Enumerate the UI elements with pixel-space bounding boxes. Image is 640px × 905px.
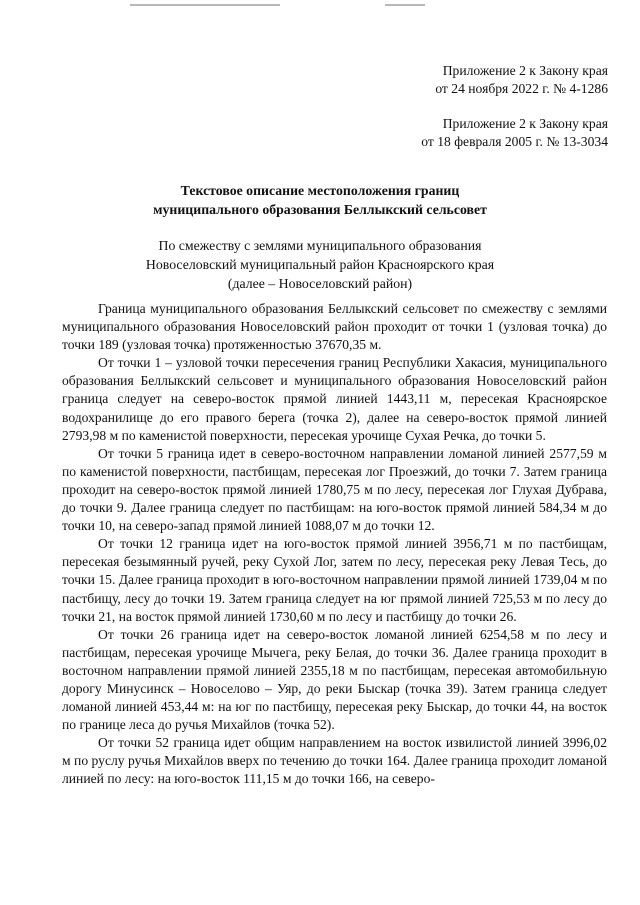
original-reference — [421, 115, 608, 151]
scan-artifact-line — [130, 4, 280, 6]
paragraph: От точки 1 – узловой точки пересечения границ Республики Хакасия, муниципального образования Беллыкский сельсовет и муниципального образования Новоселовский район граница следует на северо-восток прямой линией 1443,11 м, пересекая Красноярское водохранилище до его правого берега (точка 2), далее на северо-восток прямой линией 2793,98 м по каменистой поверхности, пересекая урочище Сухая Речка, до точки 5. — [62, 355, 607, 443]
paragraph: От точки 52 граница идет общим направлением на восток извилистой линией 3996,02 м по руслу ручья Михайлов вверх по течению до точки 164. Далее граница проходит ломаной линией по лесу: на юго-восток 111,15 м до точки 166, на северо- — [62, 735, 607, 787]
section-subtitle — [0, 236, 640, 293]
amendment-reference — [435, 62, 608, 98]
original-line-2: от 18 февраля 2005 г. № 13-3034 — [421, 134, 608, 149]
subtitle-line-3: (далее – Новоселовский район) — [227, 276, 413, 291]
subtitle-line-2: Новоселовский муниципальный район Красноярского края — [145, 257, 495, 272]
paragraph: От точки 26 граница идет на северо-восток ломаной линией 6254,58 м по лесу и пастбищам, пересекая урочище Мычега, реку Белая, до точки 36. Далее граница проходит в восточном направлении прямой линией 2355,18 м по пастбищам, пересекая автомобильную дорогу Минусинск – Новоселово – Уяр, до реки Быскар (точка 39). Затем граница следует ломаной линией 453,44 м: на юг по пастбищу, пересекая реку Быскар, до точки 44, на восток по границе леса до ручья Михайлов (точка 52). — [62, 626, 607, 733]
paragraph: Граница муниципального образования Беллыкский сельсовет по смежеству с землями муниципального образования Новоселовский район проходит от точки 1 (узловая точка) до точки 189 (узловая точка) протяженностью 37670,35 м. — [62, 301, 607, 353]
title-line-2: муниципального образования Беллыкский сельсовет — [153, 202, 487, 217]
subtitle-line-1: По смежеству с землями муниципального образования — [158, 238, 482, 253]
paragraph: От точки 12 граница идет на юго-восток прямой линией 3956,71 м по пастбищам, пересекая безымянный ручей, реку Сухой Лог, затем по лесу, пересекая реку Левая Тесь, до точки 15. Далее граница проходит в юго-восточном направлении прямой линией 1739,04 м по пастбищу, лесу до точки 19. Затем граница следует на юг прямой линией 725,53 м по лесу до точки 21, на восток прямой линией 1730,60 м по лесу и пастбищу до точки 26. — [62, 536, 607, 624]
body-text — [62, 300, 607, 789]
scan-artifact-line — [385, 4, 425, 6]
amendment-line-2: от 24 ноября 2022 г. № 4-1286 — [435, 81, 608, 96]
amendment-line-1: Приложение 2 к Закону края — [442, 63, 608, 78]
paragraph: От точки 5 граница идет в северо-восточном направлении ломаной линией 2577,59 м по каменистой поверхности, пастбищам, пересекая лог Проезжий, до точки 7. Затем граница проходит на северо-восток прямой линией 1780,75 м по лесу, пересекая лог Глухая Дубрава, до точки 9. Далее граница следует по пастбищам: на юго-восток прямой линией 584,34 м до точки 10, на северо-запад прямой линией 1088,07 м до точки 12. — [62, 445, 607, 534]
title-line-1: Текстовое описание местоположения границ — [180, 183, 460, 198]
original-line-1: Приложение 2 к Закону края — [442, 116, 608, 131]
document-title — [0, 181, 640, 219]
